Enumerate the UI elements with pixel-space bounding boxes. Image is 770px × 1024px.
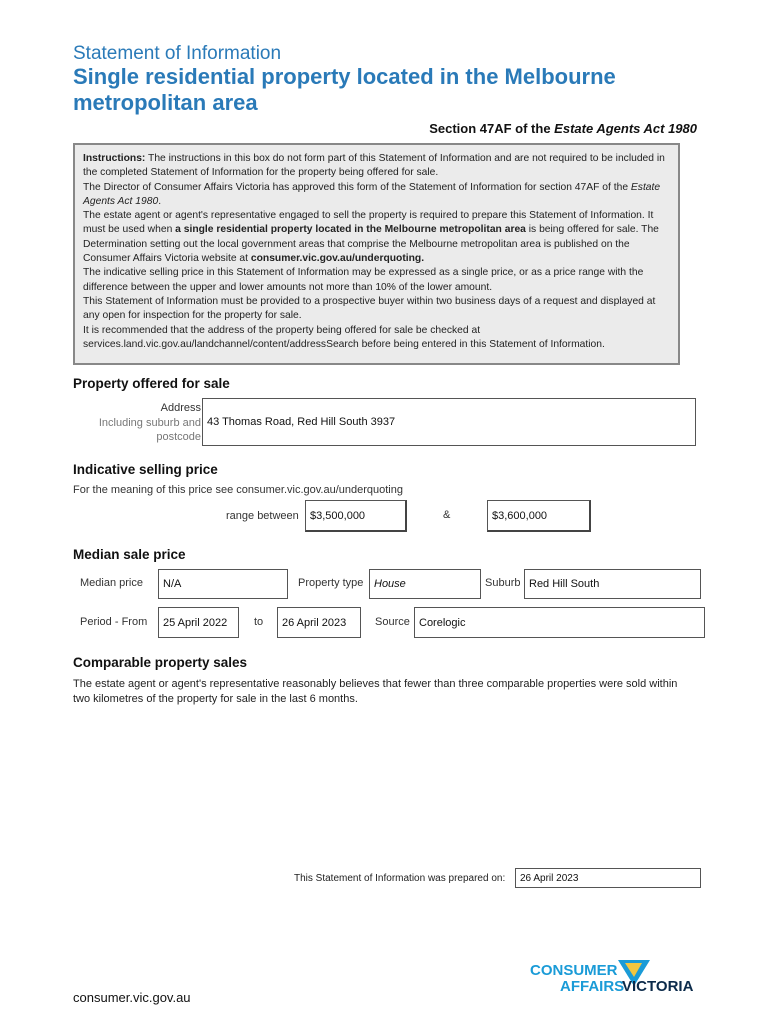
logo-line3: VICTORIA bbox=[622, 978, 694, 995]
period-label: Period - From bbox=[80, 616, 148, 628]
address-label bbox=[73, 401, 201, 445]
section-reference bbox=[429, 121, 697, 136]
instructions-p3-a: The estate agent or agent's representative engaged to sell the property is required to prepare this Statement of Information. It must be used when bbox=[83, 210, 654, 236]
logo-line2: AFFAIRS bbox=[560, 978, 625, 995]
instructions-p3-bold: a single residential property located in the Melbourne metropolitan area bbox=[175, 224, 526, 236]
form-kicker: Statement of Information bbox=[73, 43, 282, 64]
instructions-p1 bbox=[83, 152, 670, 181]
range-ampersand: & bbox=[443, 509, 451, 521]
instructions-box bbox=[73, 143, 680, 365]
address-field[interactable]: 43 Thomas Road, Red Hill South 3937 bbox=[202, 398, 696, 446]
median-price-field[interactable]: N/A bbox=[158, 569, 288, 599]
price-low-field[interactable]: $3,500,000 bbox=[305, 500, 407, 532]
instructions-p5: This Statement of Information must be provided to a prospective buyer within two business days of a request and displayed at any open for inspection for the property for sale. bbox=[83, 295, 656, 322]
property-type-label: Property type bbox=[298, 577, 364, 589]
property-type-field[interactable]: House bbox=[369, 569, 481, 599]
address-label-line1: Address bbox=[160, 402, 201, 414]
prepared-label: This Statement of Information was prepared on: bbox=[294, 873, 506, 884]
property-heading: Property offered for sale bbox=[73, 376, 230, 391]
instructions-p6: It is recommended that the address of the property being offered for sale be checked at services.land.vic.gov.au/landchannel/content/addressSearch before being entered in this Statement of Information. bbox=[83, 324, 605, 350]
instructions-p3-b: is being offered for sale. The Determination setting out the local government areas that comprise the Melbourne metropolitan area is published on the Consumer Affairs Victoria website at bbox=[83, 224, 659, 265]
comparable-heading: Comparable property sales bbox=[73, 655, 248, 670]
suburb-field[interactable]: Red Hill South bbox=[524, 569, 701, 599]
median-heading: Median sale price bbox=[73, 547, 186, 562]
address-label-line3: postcode bbox=[156, 431, 201, 443]
instructions-p2-end: . bbox=[158, 195, 162, 207]
median-price-label: Median price bbox=[80, 577, 143, 589]
source-field[interactable]: Corelogic bbox=[414, 607, 705, 638]
price-high-field[interactable]: $3,600,000 bbox=[487, 500, 591, 532]
source-label: Source bbox=[375, 616, 410, 628]
consumer-affairs-victoria-logo bbox=[530, 960, 705, 1000]
period-to-label: to bbox=[254, 616, 264, 628]
act-name: Estate Agents Act 1980 bbox=[554, 121, 697, 136]
instructions-p2-text: The Director of Consumer Affairs Victoria has approved this form of the Statement of Information for section 47AF of the bbox=[83, 181, 631, 193]
suburb-label: Suburb bbox=[485, 577, 521, 589]
instructions-p4: The indicative selling price in this Statement of Information may be expressed as a single price, or as a price range with the difference between the upper and lower amounts not more than 10% of the lower amount. bbox=[83, 267, 644, 293]
price-heading: Indicative selling price bbox=[73, 462, 218, 477]
period-to-field[interactable]: 26 April 2023 bbox=[277, 607, 361, 638]
period-from-field[interactable]: 25 April 2022 bbox=[158, 607, 239, 638]
comparable-text: The estate agent or agent's representative reasonably believes that fewer than three comparable properties were sold within two kilometres of the property for sale in the last 6 months. bbox=[73, 678, 678, 705]
instructions-p3-url: consumer.vic.gov.au/underquoting. bbox=[250, 253, 425, 265]
instructions-p3 bbox=[83, 209, 670, 266]
instructions-p1-text: The instructions in this box do not form part of this Statement of Information and are not required to be included in the completed Statement of Information for the property being offered for sale. bbox=[83, 153, 665, 179]
logo-mark-icon bbox=[530, 960, 705, 1000]
form-title: Single residential property located in the Melbourne metropolitan area bbox=[73, 64, 616, 115]
section-prefix: Section 47AF of the bbox=[429, 121, 555, 136]
range-label: range between bbox=[226, 510, 299, 522]
logo-line1: CONSUMER bbox=[530, 962, 618, 979]
instructions-label: Instructions: bbox=[83, 153, 146, 164]
address-label-line2: Including suburb and bbox=[98, 416, 201, 429]
prepared-date-field[interactable]: 26 April 2023 bbox=[515, 868, 701, 888]
price-note: For the meaning of this price see consumer.vic.gov.au/underquoting bbox=[73, 484, 403, 496]
instructions-p2 bbox=[83, 181, 670, 210]
instructions-p2-act: Estate Agents Act 1980 bbox=[83, 181, 661, 207]
footer-url: consumer.vic.gov.au bbox=[73, 990, 191, 1005]
